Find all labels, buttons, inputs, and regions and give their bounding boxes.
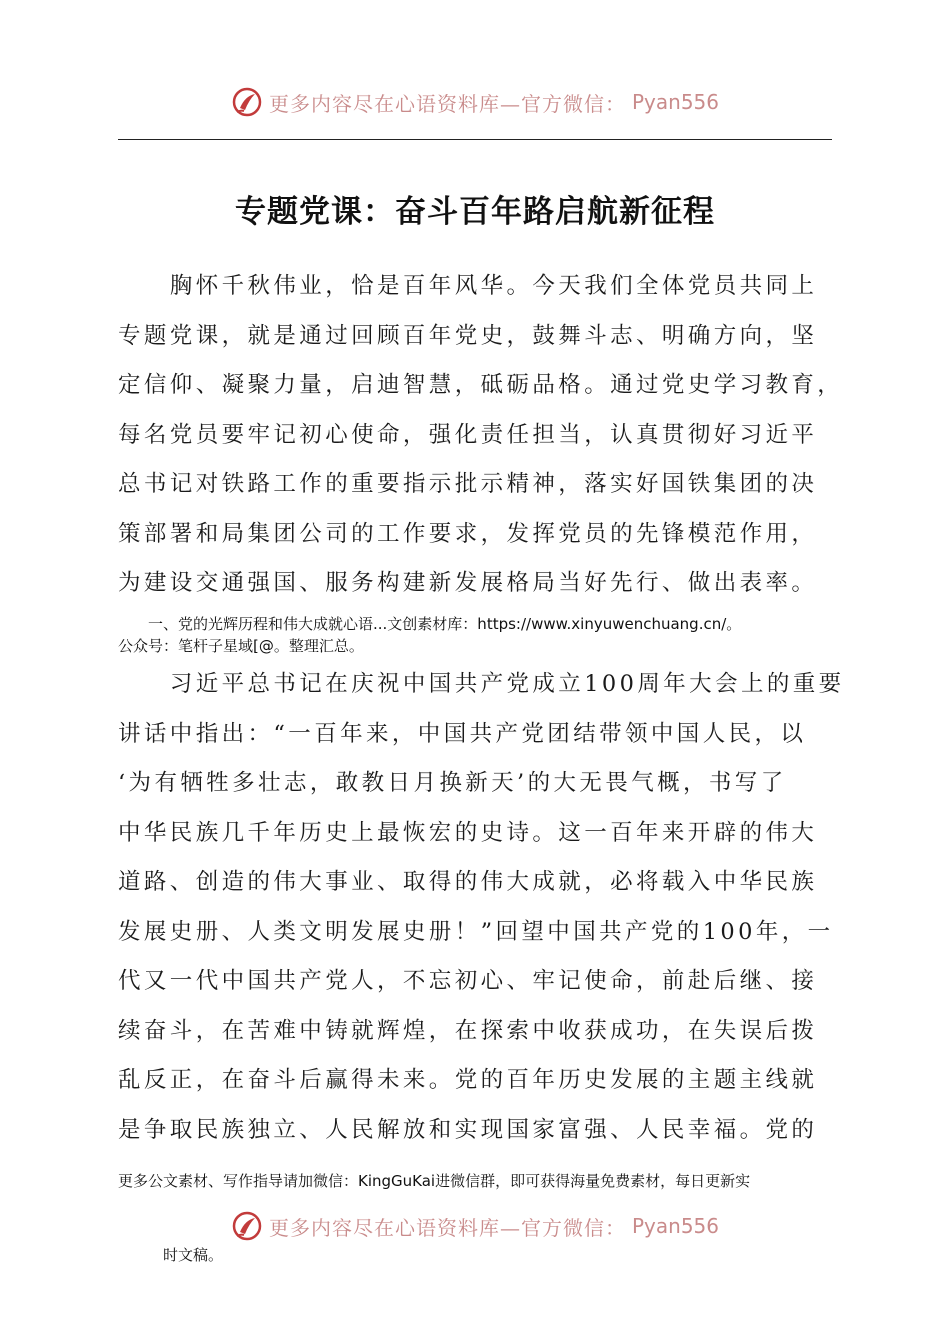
text-line: 胸怀千秋伟业，恰是百年风华。今天我们全体党员共同上: [118, 273, 818, 299]
text-line: 每名党员要牢记初心使命，强化责任担当，认真贯彻好习近平: [118, 421, 818, 448]
watermark-text: 更多内容尽在心语资料库—官方微信：: [268, 1215, 626, 1240]
watermark-top: [0, 86, 950, 118]
text-line: 是争取民族独立、人民解放和实现国家富强、人民幸福。党的: [118, 1116, 818, 1143]
document-title: 专题党课：奋斗百年路启航新征程: [235, 194, 715, 230]
watermark-bottom: [0, 1210, 950, 1242]
text-line: 乱反正，在奋斗后赢得未来。党的百年历史发展的主题主线就: [118, 1067, 818, 1093]
text-line: 中华民族几千年历史上最恢宏的史诗。这一百年来开辟的伟大: [118, 819, 818, 846]
text-line: 续奋斗，在苦难中铸就辉煌，在探索中收获成功，在失误后拨: [118, 1017, 818, 1044]
footer-promo-note: 更多公文素材、写作指导请加微信：KingGuKai进微信群，即可获得海量免费素材，每日更新实: [118, 1172, 751, 1190]
header-divider: [118, 139, 832, 140]
text-line: 策部署和局集团公司的工作要求，发挥党员的先锋模范作用，: [118, 520, 818, 547]
text-line: ‘为有牺牲多壮志，敢教日月换新天’的大无畏气概，书写了: [118, 770, 787, 796]
text-line: 道路、创造的伟大事业、取得的伟大成就，必将载入中华民族: [118, 869, 818, 895]
text-line: 习近平总书记在庆祝中国共产党成立100周年大会上的重要: [118, 671, 845, 697]
paragraph-speech: [118, 660, 845, 1155]
section-heading-note: [118, 613, 848, 657]
text-line: 讲话中指出：“一百年来，中国共产党团结带领中国人民，以: [118, 720, 807, 747]
watermark-text: 更多内容尽在心语资料库—官方微信：: [268, 91, 626, 116]
watermark-wechat-id: Pyan556: [631, 90, 719, 114]
text-line: 代又一代中国共产党人，不忘初心、牢记使命，前赴后继、接: [118, 968, 818, 994]
brush-logo-icon: [231, 1210, 263, 1242]
text-line: 为建设交通强国、服务构建新发展格局当好先行、做出表率。: [118, 570, 818, 596]
watermark-wechat-id: Pyan556: [631, 1214, 719, 1238]
section-heading-line: 一、党的光辉历程和伟大成就心语...文创素材库：https://www.xinyuwenchuang.cn/。: [118, 615, 742, 633]
footer-tail-note: 时文稿。: [163, 1246, 224, 1264]
source-line: 公众号：笔杆子星域[@。整理汇总。: [118, 637, 364, 655]
text-line: 总书记对铁路工作的重要指示批示精神，落实好国铁集团的决: [118, 471, 818, 497]
paragraph-intro: [118, 262, 844, 609]
brush-logo-icon: [231, 86, 263, 118]
text-line: 定信仰、凝聚力量，启迪智慧，砥砺品格。通过党史学习教育，: [118, 372, 844, 398]
text-line: 专题党课，就是通过回顾百年党史，鼓舞斗志、明确方向，坚: [118, 322, 818, 349]
text-line: 发展史册、人类文明发展史册！”回望中国共产党的100年，一: [118, 918, 834, 945]
